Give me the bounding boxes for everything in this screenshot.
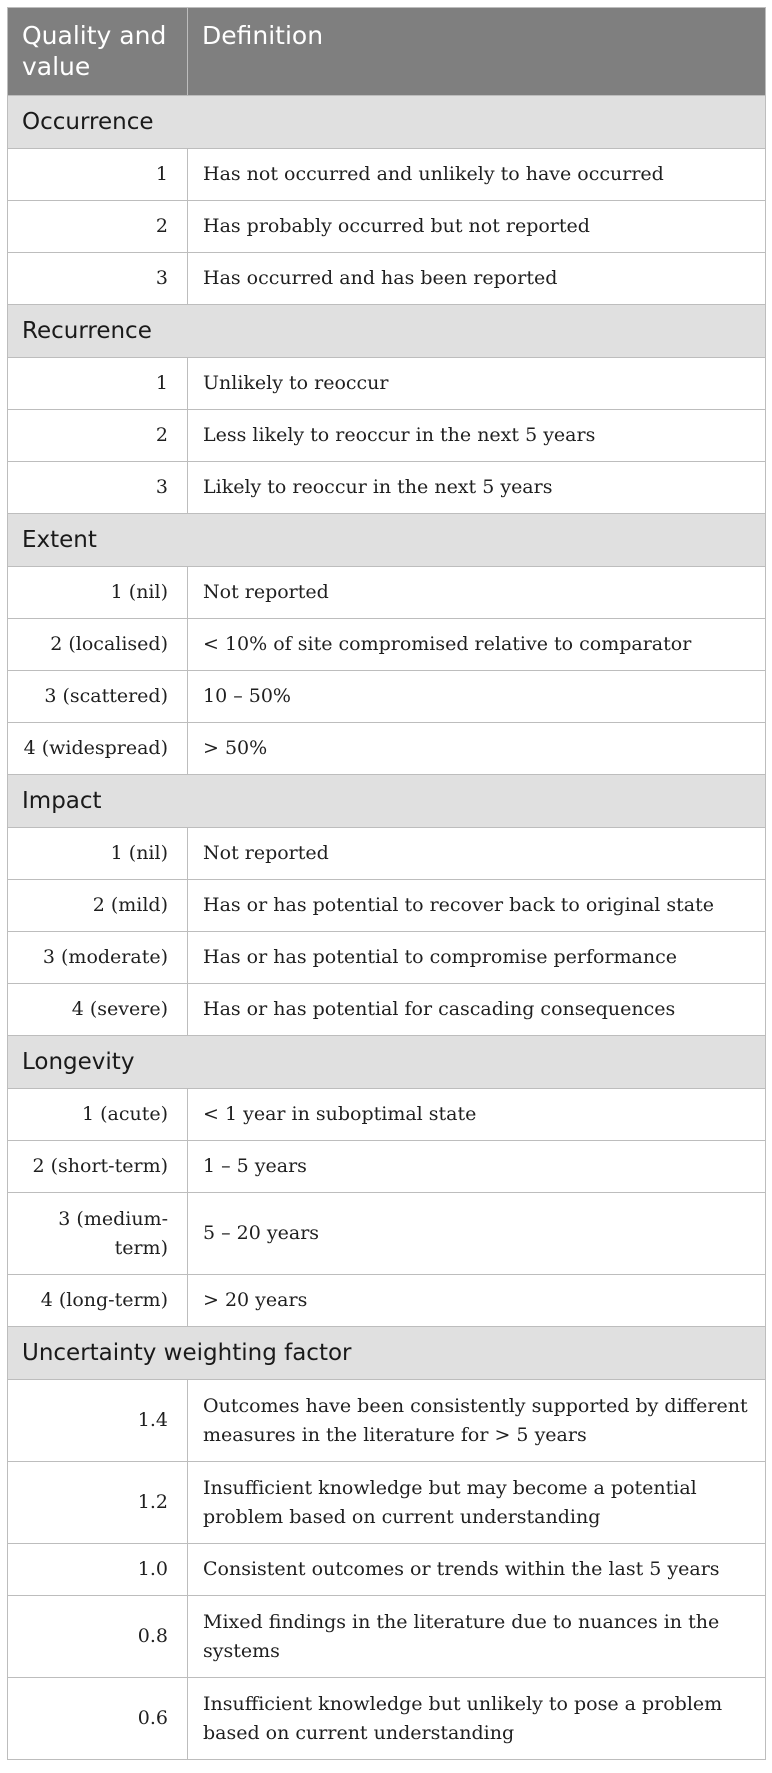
section-title: Extent bbox=[8, 514, 766, 567]
quality-value: 4 (widespread) bbox=[8, 723, 188, 775]
quality-value: 1 (acute) bbox=[8, 1089, 188, 1141]
definition-text: Has occurred and has been reported bbox=[188, 253, 766, 305]
section-row bbox=[8, 1327, 766, 1380]
table-row bbox=[8, 984, 766, 1036]
quality-definition-table bbox=[7, 7, 766, 1760]
table-row bbox=[8, 619, 766, 671]
table-row bbox=[8, 462, 766, 514]
definition-text: Consistent outcomes or trends within the last 5 years bbox=[188, 1544, 766, 1596]
section-title: Recurrence bbox=[8, 305, 766, 358]
table-row bbox=[8, 1596, 766, 1678]
section-title: Occurrence bbox=[8, 96, 766, 149]
table-row bbox=[8, 149, 766, 201]
definition-text: Insufficient knowledge but may become a potential problem based on current understanding bbox=[188, 1462, 766, 1544]
definition-text: Likely to reoccur in the next 5 years bbox=[188, 462, 766, 514]
definition-text: Insufficient knowledge but unlikely to pose a problem based on current understanding bbox=[188, 1678, 766, 1760]
header-quality-and-value: Quality and value bbox=[8, 8, 188, 96]
table-row bbox=[8, 671, 766, 723]
quality-value: 1 (nil) bbox=[8, 828, 188, 880]
quality-value: 4 (severe) bbox=[8, 984, 188, 1036]
definition-text: Has or has potential to recover back to original state bbox=[188, 880, 766, 932]
quality-value: 2 bbox=[8, 410, 188, 462]
quality-value: 2 bbox=[8, 201, 188, 253]
section-row bbox=[8, 96, 766, 149]
table-row bbox=[8, 1678, 766, 1760]
table-row bbox=[8, 828, 766, 880]
quality-value: 2 (localised) bbox=[8, 619, 188, 671]
quality-value: 1 bbox=[8, 149, 188, 201]
definition-text: Less likely to reoccur in the next 5 years bbox=[188, 410, 766, 462]
quality-value: 3 bbox=[8, 253, 188, 305]
table-row bbox=[8, 1275, 766, 1327]
quality-value: 1 bbox=[8, 358, 188, 410]
table-row bbox=[8, 1380, 766, 1462]
section-title: Impact bbox=[8, 775, 766, 828]
section-row bbox=[8, 305, 766, 358]
definition-text: 1 – 5 years bbox=[188, 1141, 766, 1193]
definition-text: Has or has potential for cascading consequences bbox=[188, 984, 766, 1036]
section-title: Longevity bbox=[8, 1036, 766, 1089]
section-row bbox=[8, 1036, 766, 1089]
quality-value: 0.6 bbox=[8, 1678, 188, 1760]
table-row bbox=[8, 358, 766, 410]
definition-text: Has not occurred and unlikely to have occurred bbox=[188, 149, 766, 201]
quality-value: 4 (long-term) bbox=[8, 1275, 188, 1327]
quality-value: 1 (nil) bbox=[8, 567, 188, 619]
table-row bbox=[8, 410, 766, 462]
quality-value: 0.8 bbox=[8, 1596, 188, 1678]
header-definition: Definition bbox=[188, 8, 766, 96]
section-title: Uncertainty weighting factor bbox=[8, 1327, 766, 1380]
quality-value: 3 bbox=[8, 462, 188, 514]
definition-text: > 50% bbox=[188, 723, 766, 775]
table-row bbox=[8, 253, 766, 305]
quality-value: 3 (scattered) bbox=[8, 671, 188, 723]
quality-value: 2 (mild) bbox=[8, 880, 188, 932]
definition-text: Not reported bbox=[188, 567, 766, 619]
quality-value: 1.0 bbox=[8, 1544, 188, 1596]
quality-value: 3 (medium-term) bbox=[8, 1193, 188, 1275]
table-row bbox=[8, 1462, 766, 1544]
table-row bbox=[8, 932, 766, 984]
quality-value: 2 (short-term) bbox=[8, 1141, 188, 1193]
quality-value: 1.4 bbox=[8, 1380, 188, 1462]
definition-text: Unlikely to reoccur bbox=[188, 358, 766, 410]
table-row bbox=[8, 1089, 766, 1141]
header-row bbox=[8, 8, 766, 96]
table-row bbox=[8, 567, 766, 619]
quality-value: 3 (moderate) bbox=[8, 932, 188, 984]
table-row bbox=[8, 723, 766, 775]
definition-text: 5 – 20 years bbox=[188, 1193, 766, 1275]
table-row bbox=[8, 880, 766, 932]
definition-text: 10 – 50% bbox=[188, 671, 766, 723]
table-row bbox=[8, 1141, 766, 1193]
definition-text: < 1 year in suboptimal state bbox=[188, 1089, 766, 1141]
definition-text: Not reported bbox=[188, 828, 766, 880]
quality-value: 1.2 bbox=[8, 1462, 188, 1544]
definition-text: Mixed findings in the literature due to nuances in the systems bbox=[188, 1596, 766, 1678]
table-row bbox=[8, 1544, 766, 1596]
definition-text: Has or has potential to compromise performance bbox=[188, 932, 766, 984]
definition-text: Outcomes have been consistently supported by different measures in the literature for > 5 years bbox=[188, 1380, 766, 1462]
table-body bbox=[8, 96, 766, 1760]
table-row bbox=[8, 1193, 766, 1275]
section-row bbox=[8, 775, 766, 828]
definition-text: < 10% of site compromised relative to comparator bbox=[188, 619, 766, 671]
table-row bbox=[8, 201, 766, 253]
definition-text: > 20 years bbox=[188, 1275, 766, 1327]
definition-text: Has probably occurred but not reported bbox=[188, 201, 766, 253]
section-row bbox=[8, 514, 766, 567]
